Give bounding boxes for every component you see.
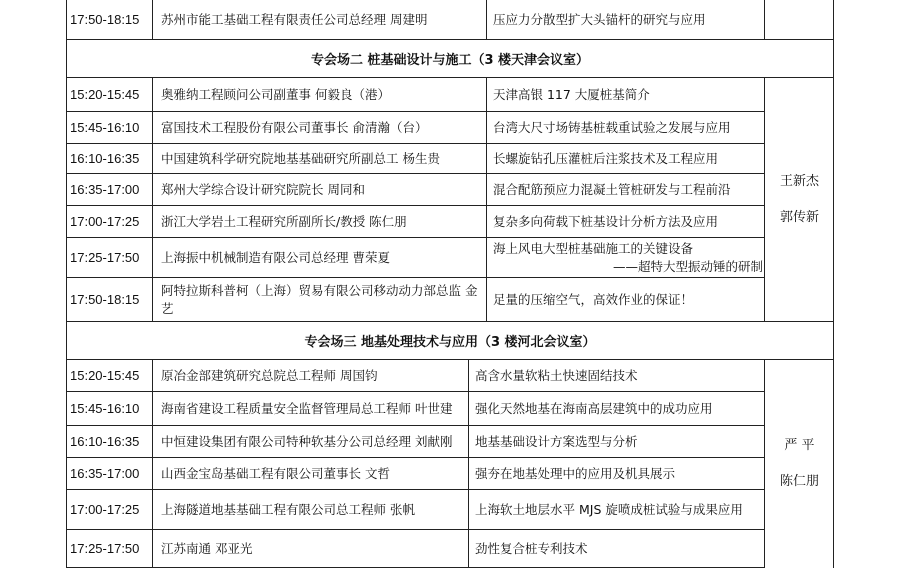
table-row [66, 0, 834, 40]
table-row [66, 392, 764, 426]
speaker-cell: 奥雅纳工程顾问公司副董事 何毅良（港） [152, 78, 486, 111]
time-cell: 17:50-18:15 [70, 11, 140, 27]
time-cell: 17:00-17:25 [70, 213, 140, 229]
table-row [66, 174, 764, 206]
time-cell: 15:45-16:10 [70, 400, 140, 416]
topic-text: 劲性复合桩专利技术 [475, 540, 588, 556]
topic-cell [486, 238, 764, 277]
table-row [66, 360, 764, 392]
topic-text: 高含水量软粘土快速固结技术 [475, 367, 638, 383]
topic-cell [468, 360, 764, 391]
time-cell: 17:00-17:25 [70, 501, 140, 517]
topic-cell [486, 174, 764, 205]
topic-text: 上海软土地层水平 MJS 旋喷成桩试验与成果应用 [475, 501, 743, 517]
topic-cell [468, 458, 764, 489]
speaker-cell: 富国技术工程股份有限公司董事长 俞清瀚（台） [152, 112, 486, 143]
speaker-cell: 上海振中机械制造有限公司总经理 曹荣夏 [152, 238, 486, 277]
speaker-cell: 江苏南通 邓亚光 [152, 530, 468, 567]
table-row [66, 490, 764, 530]
time-cell: 17:25-17:50 [70, 249, 140, 265]
time-cell: 17:25-17:50 [70, 540, 140, 556]
speaker-cell: 山西金宝岛基础工程有限公司董事长 文哲 [152, 458, 468, 489]
topic-text: 复杂多向荷载下桩基设计分析方法及应用 [493, 213, 719, 229]
table-row [66, 78, 764, 112]
time-cell: 16:35-17:00 [70, 181, 140, 197]
chair-name: 陈仁朋 [779, 474, 819, 489]
speaker-cell: 上海隧道地基基础工程有限公司总工程师 张帆 [152, 490, 468, 529]
topic-text: 海上风电大型桩基础施工的关键设备 [493, 240, 694, 256]
time-cell: 15:20-15:45 [70, 367, 140, 383]
topic-cell [486, 278, 764, 321]
chair-name: 郭传新 [779, 209, 819, 225]
speaker-cell: 阿特拉斯科普柯（上海）贸易有限公司移动动力部总监 金艺 [152, 278, 486, 321]
topic-text: 混合配筋预应力混凝土管桩研发与工程前沿 [493, 181, 731, 197]
topic-cell [486, 206, 764, 237]
time-cell: 15:20-15:45 [70, 86, 140, 102]
speaker-cell: 郑州大学综合设计研究院院长 周同和 [152, 174, 486, 205]
topic-cell [468, 426, 764, 457]
session-title: 专会场二 桩基础设计与施工（3 楼天津会议室） [66, 40, 834, 78]
topic-cell [468, 490, 764, 529]
topic-cell [468, 392, 764, 425]
table-row [66, 112, 764, 144]
topic-text: 足量的压缩空气，高效作业的保证！ [493, 291, 694, 307]
speaker-cell: 苏州市能工基础工程有限责任公司总经理 周建明 [152, 0, 486, 39]
schedule-table [66, 0, 834, 568]
topic-cell [486, 144, 764, 173]
chair-name: 严 平 [784, 438, 815, 453]
speaker-cell: 原冶金部建筑研究总院总工程师 周国钧 [152, 360, 468, 391]
topic-text: 地基基础设计方案选型与分析 [475, 433, 638, 449]
topic-cell: 压应力分散型扩大头锚杆的研究与应用 [486, 0, 764, 39]
time-cell: 16:35-17:00 [70, 465, 140, 481]
table-row [66, 458, 764, 490]
speaker-cell: 浙江大学岩土工程研究所副所长/教授 陈仁朋 [152, 206, 486, 237]
session-chair-cell [764, 78, 834, 322]
time-cell: 15:45-16:10 [70, 119, 140, 135]
time-cell: 16:10-16:35 [70, 150, 140, 166]
speaker-cell: 中恒建设集团有限公司特种软基分公司总经理 刘献刚 [152, 426, 468, 457]
topic-text: 台湾大尺寸场铸基桩载重试验之发展与应用 [493, 119, 731, 135]
speaker-cell: 中国建筑科学研究院地基基础研究所副总工 杨生贵 [152, 144, 486, 173]
table-row [66, 530, 764, 568]
topic-text: 天津高银 117 大厦桩基简介 [493, 86, 650, 102]
table-row [66, 426, 764, 458]
table-row [66, 278, 764, 322]
topic-text: 长螺旋钻孔压灌桩后注浆技术及工程应用 [493, 150, 719, 166]
topic-text: 强夯在地基处理中的应用及机具展示 [475, 465, 676, 481]
time-cell: 17:50-18:15 [70, 291, 140, 307]
speaker-cell: 海南省建设工程质量安全监督管理局总工程师 叶世建 [152, 392, 468, 425]
table-row [66, 144, 764, 174]
time-cell: 16:10-16:35 [70, 433, 140, 449]
session-title: 专会场三 地基处理技术与应用（3 楼河北会议室） [66, 322, 834, 360]
table-row [66, 238, 764, 278]
topic-cell [468, 530, 764, 567]
chair-name: 王新杰 [779, 173, 819, 189]
topic-cell [486, 112, 764, 143]
topic-cell [486, 78, 764, 111]
table-row [66, 206, 764, 238]
session-chair-cell [764, 360, 834, 568]
topic-subtitle: ——超特大型振动锤的研制 [613, 258, 764, 274]
topic-text: 强化天然地基在海南高层建筑中的成功应用 [475, 400, 713, 416]
